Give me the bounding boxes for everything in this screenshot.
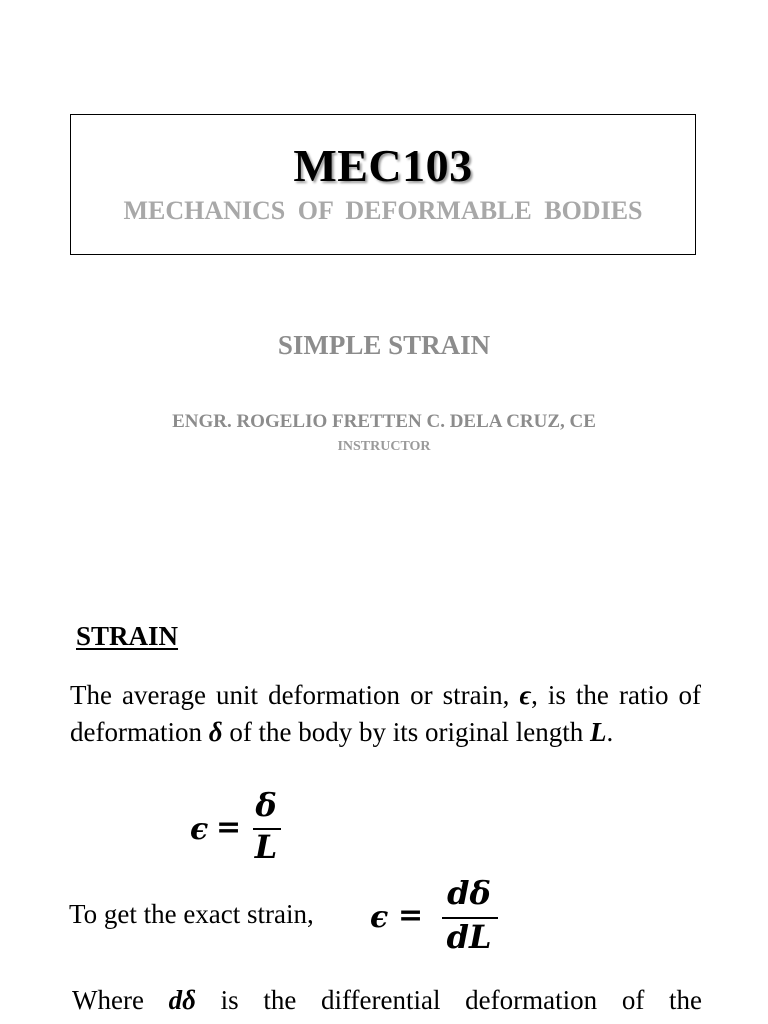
author-name: ENGR. ROGELIO FRETTEN C. DELA CRUZ, CE <box>172 411 596 432</box>
length-symbol: L <box>590 716 607 747</box>
course-code: MEC103 <box>293 140 473 191</box>
author-role: INSTRUCTOR <box>337 439 431 454</box>
where-text: Where <box>72 985 169 1015</box>
equation-lhs: ϵ <box>190 812 209 847</box>
where-line <box>72 985 702 1016</box>
strain-symbol: ϵ <box>519 680 532 710</box>
paragraph-text: of the body by its original length <box>222 716 591 747</box>
where-text: is the differential deformation of the <box>195 985 702 1015</box>
differential-delta-symbol: dδ <box>168 985 196 1015</box>
paragraph-text: . <box>606 716 614 747</box>
equation-numerator: dδ <box>447 874 491 912</box>
paragraph-text: The average unit deformation or strain, <box>70 680 520 710</box>
paragraph-text: , is the ratio of deformation <box>70 680 702 747</box>
topic-title: SIMPLE STRAIN <box>277 330 491 360</box>
exact-strain-label: To get the exact strain, <box>69 899 314 929</box>
equation-numerator: δ <box>255 786 277 824</box>
strain-definition-paragraph <box>70 677 701 750</box>
equation-denominator: L <box>254 828 278 866</box>
equation-lhs: ϵ <box>370 900 389 935</box>
section-heading: STRAIN <box>76 621 179 651</box>
delta-symbol: δ <box>208 716 223 747</box>
course-name: MECHANICS OF DEFORMABLE BODIES <box>123 196 643 225</box>
exact-strain-equation <box>370 874 510 964</box>
equation-denominator: dL <box>446 918 492 956</box>
equation-equals: = <box>398 898 424 933</box>
title-box <box>70 114 696 255</box>
equation-equals: = <box>216 810 242 845</box>
average-strain-equation <box>190 786 300 870</box>
